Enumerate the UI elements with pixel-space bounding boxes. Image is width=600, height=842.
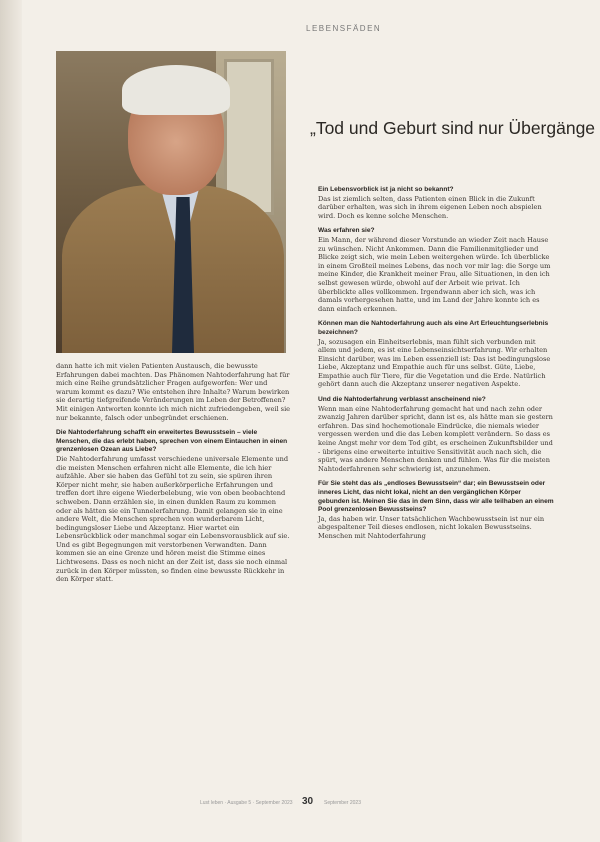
footer-date: September 2023 (324, 800, 361, 806)
right-question-3: Können man die Nahtoderfahrung auch als eine Art Erleuchtungserlebnis bezeichnen? (318, 320, 549, 336)
right-question-1: Ein Lebensvorblick ist ja nicht so bekannt? (318, 186, 454, 193)
page-gutter (0, 0, 22, 842)
right-answer-3: Ja, sozusagen ein Einheitserlebnis, man fühlt sich verbunden mit allem und jedem, es ist eine Lebenseinsichtserfahrung. Wir erhalten Einsicht darüber, was im Leben essenziell ist: Das ist bedingungslose Liebe, Akzeptanz und Empathie auch für uns selbst. Güte, Liebe, Empathie auch für Tiere, für die Vegetation und die Erde. Natürlich gehört dann auch die Akzeptanz unserer negativen Aspekte. (318, 337, 551, 389)
left-text-column (56, 362, 292, 591)
right-answer-4: Wenn man eine Nahtoderfahrung gemacht hat und nach zehn oder zwanzig Jahren darüber spricht, dann ist es, als hätte man sie gestern erfahren. Das sind hochemotionale Eindrücke, die niemals wieder vergessen werden und die das Leben komplett verändern. So dass es keine Angst mehr vor dem Tod gibt, es erscheinen Zukunftsbilder und - übrigens eine erweiterte intuitive Sensitivität auch nach sich, die spürt, was andere Menschen denken und fühlen. Was für die meisten Nahtoderfahrenen sehr schwierig ist, anzunehmen. (318, 404, 553, 473)
left-paragraph: dann hatte ich mit vielen Patienten Austausch, die bewusste Erfahrungen dabei machten. Das Phänomen Nahtoderfahrung hat für mich eine Reihe grundsätzlicher Fragen aufgeworfen: Wer und warum kommt es dazu? Wie entstehen ihre Inhalte? Warum bewirken sie derartig tiefgreifende Veränderungen im Leben der Betroffenen? Mit einigen Antworten konnte ich mich nicht zufriedengeben, weil sie nur bekannte, falsch oder unbegründet erschienen. (56, 362, 291, 422)
article-headline: „Tod und Geburt sind nur Übergänge (310, 118, 596, 138)
page-number: 30 (302, 796, 314, 807)
right-question-2: Was erfahren sie? (318, 227, 375, 235)
left-question: Die Nahtoderfahrung schafft ein erweitertes Bewusstsein – viele Menschen, die das erlebt haben, sprechen von einem Eintauchen in einen grenzenlosen Ozean aus Liebe? (56, 429, 288, 454)
left-answer: Die Nahtoderfahrung umfasst verschiedene universale Elemente und die meisten Menschen erfahren nicht alle Elemente, die ich hier aufzähle. Aber sie haben das Gefühl tot zu sein, sie spüren ihren Körper nicht mehr, sie haben außerkörperliche Erfahrungen und treffen dort ihre eigene Wiederbelebung, wie von oben beobachtend schweben. Dann erzählen sie, in einen dunklen Raum zu kommen oder als hätten sie ein Tunnelerfahrung. Damit gelangen sie in eine andere Welt, die Menschen sprechen von wunderbarem Licht, bedingungsloser Liebe und Akzeptanz. Hier wartet ein Lebensrückblick oder manchmal sogar ein Lebensvorausblick auf sie. Und es gibt Begegnungen mit verstorbenen Verwandten. Dann kommen sie an eine Grenze und hören meist die Stimme eines Lichtwesens. Dass es noch nicht an der Zeit ist, dass sie noch einmal zurück in den Körper müssten, so finden eine bewusste Rückkehr in den Körper statt. (56, 454, 290, 584)
right-answer-1: Das ist ziemlich selten, dass Patienten einen Blick in die Zukunft darüber erhalten, was sich in ihrem eigenen Leben noch abspielen wird. Doch es kenne solche Menschen. (318, 194, 542, 220)
portrait-photo (56, 51, 286, 353)
footer-publication: Lust leben · Ausgabe 5 · September 2023 (200, 800, 293, 806)
right-text-column (318, 186, 554, 548)
right-question-5: Für Sie steht das als „endloses Bewusstsein“ dar; ein Bewusstsein oder inneres Licht, das nicht lokal, nicht an den vergänglichen Körper gebunden ist. Meinen Sie das in dem Sinn, dass wir alle teilhaben an einem Pool grenzenlosen Bewusstseins? (318, 480, 554, 514)
section-label: LEBENSFÄDEN (306, 24, 382, 33)
right-question-4: Und die Nahtoderfahrung verblasst anscheinend nie? (318, 396, 486, 404)
right-answer-5: Ja, das haben wir. Unser tatsächlichen Wachbewusstsein ist nur ein abgespaltener Teil dieses endlosen, nicht lokalen Bewusstseins. Menschen mit Nahtoderfahrung (318, 514, 545, 540)
photo-hair (122, 65, 230, 115)
right-answer-2: Ein Mann, der während dieser Vorstunde an wieder Zeit nach Hause zu wünschen. Nicht Ankommen. Dann die Familienmitglieder und Blicke zeigt sich, wie mein Leben weitergehen würde. Ich überblicke in einem Großteil meines Lebens, das noch vor mir lag: die Sorge um meine Kinder, die Krankheit meiner Frau, alle Situationen, in den ich selbst gewesen würde, obwohl auf der Arbeit wie privat. Ich überblickte alles vollkommen. Irgendwann aber ich sich, was ich damals vorhergesehen hatte, und im Land der Jahre konnte ich es dann einfach erkennen. (318, 235, 551, 313)
